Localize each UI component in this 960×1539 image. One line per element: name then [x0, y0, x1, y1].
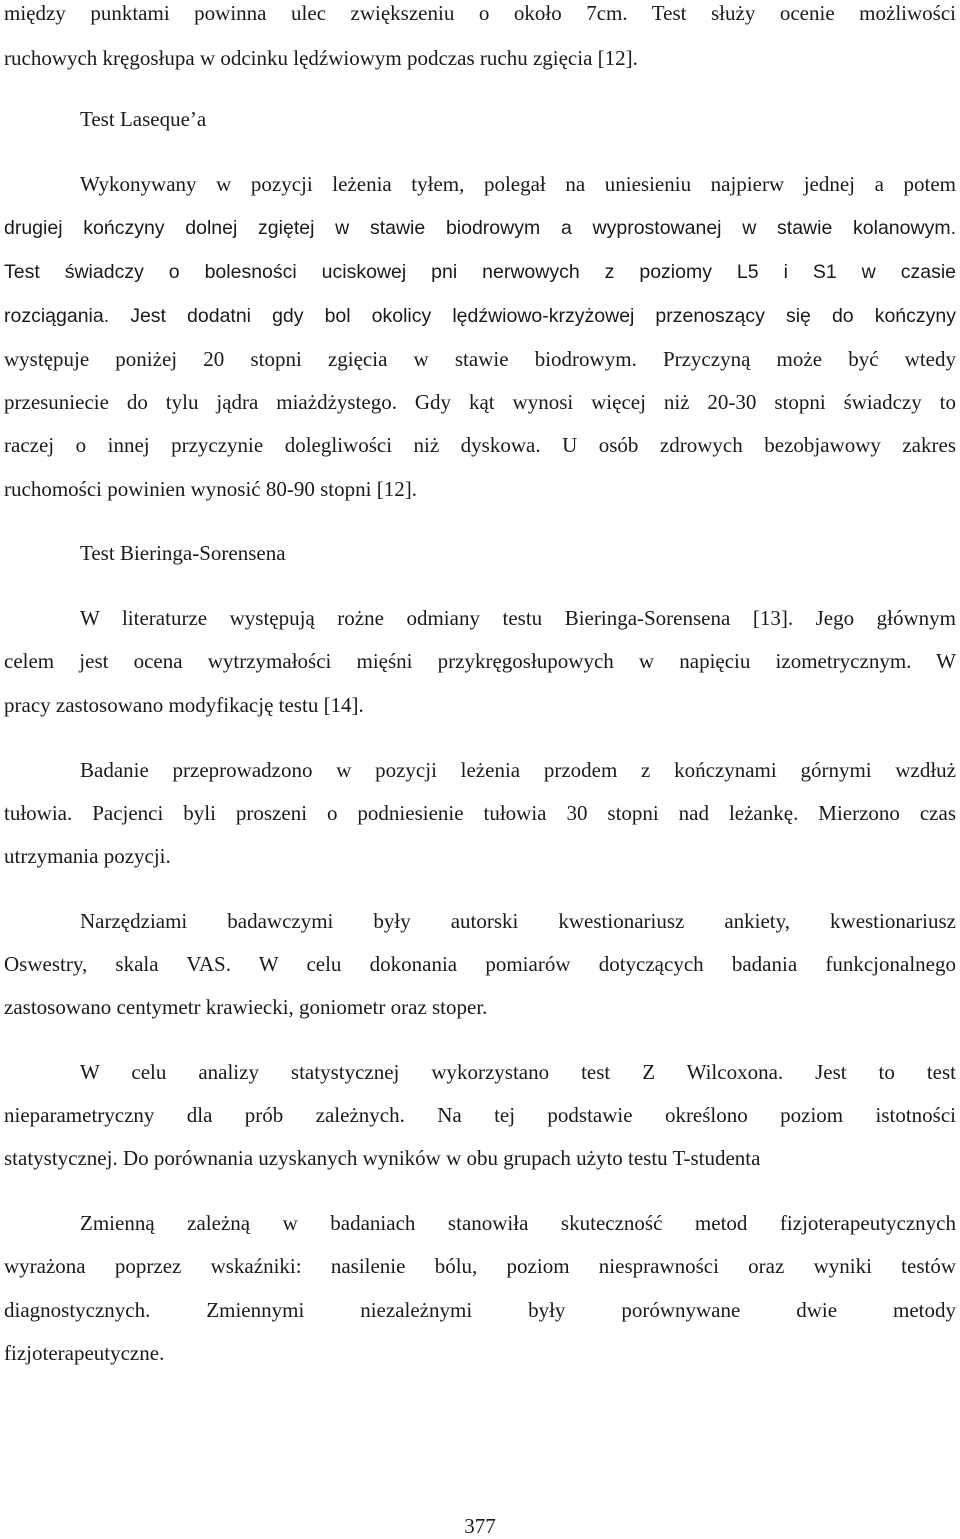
variables-line-2: wyrażona poprzez wskaźniki: nasilenie bólu, poziom niesprawności oraz wyniki testów — [4, 1254, 956, 1278]
biering-p2-line-3: utrzymania pozycji. — [4, 844, 171, 868]
intro-line-1: między punktami powinna ulec zwiększeniu o około 7cm. Test służy ocenie możliwości — [4, 1, 956, 25]
biering-p2-line-2: tułowia. Pacjenci byli proszeni o podniesienie tułowia 30 stopni nad leżankę. Mierzono czas — [4, 801, 956, 825]
stats-line-1: W celu analizy statystycznej wykorzystano test Z Wilcoxona. Jest to test — [80, 1060, 956, 1084]
laseque-line-6: przesuniecie do tylu jądra miażdżystego. Gdy kąt wynosi więcej niż 20-30 stopni świadczy to — [4, 390, 956, 414]
laseque-line-3: Test świadczy o bolesności uciskowej pni nerwowych z poziomy L5 i S1 w czasie — [4, 261, 956, 283]
biering-p1-line-2: celem jest ocena wytrzymałości mięśni przykręgosłupowych w napięciu izometrycznym. W — [4, 649, 956, 673]
page-number: 377 — [464, 1514, 496, 1538]
biering-p1-line-3: pracy zastosowano modyfikację testu [14]. — [4, 693, 364, 717]
stats-line-3: statystycznej. Do porównania uzyskanych wyników w obu grupach użyto testu T-studenta — [4, 1146, 761, 1170]
variables-line-4: fizjoterapeutyczne. — [4, 1341, 165, 1365]
laseque-line-7: raczej o innej przyczynie dolegliwości niż dyskowa. U osób zdrowych bezobjawowy zakres — [4, 433, 956, 457]
tools-line-1: Narzędziami badawczymi były autorski kwestionariusz ankiety, kwestionariusz — [80, 909, 956, 933]
tools-line-3: zastosowano centymetr krawiecki, goniometr oraz stoper. — [4, 995, 488, 1019]
variables-line-1: Zmienną zależną w badaniach stanowiła skuteczność metod fizjoterapeutycznych — [80, 1211, 956, 1235]
laseque-heading: Test Laseque’a — [80, 107, 207, 131]
laseque-line-2: drugiej kończyny dolnej zgiętej w stawie biodrowym a wyprostowanej w stawie kolanowym. — [4, 217, 956, 239]
stats-line-2: nieparametryczny dla prób zależnych. Na tej podstawie określono poziom istotności — [4, 1103, 956, 1127]
biering-heading: Test Bieringa-Sorensena — [80, 541, 286, 565]
intro-line-2: ruchowych kręgosłupa w odcinku lędźwiowym podczas ruchu zgięcia [12]. — [4, 46, 638, 70]
biering-p1-line-1: W literaturze występują rożne odmiany testu Bieringa-Sorensena [13]. Jego głównym — [80, 606, 956, 630]
biering-p2-line-1: Badanie przeprowadzono w pozycji leżenia przodem z kończynami górnymi wzdłuż — [80, 758, 956, 782]
tools-line-2: Oswestry, skala VAS. W celu dokonania pomiarów dotyczących badania funkcjonalnego — [4, 952, 956, 976]
laseque-line-1: Wykonywany w pozycji leżenia tyłem, polegał na uniesieniu najpierw jednej a potem — [80, 172, 956, 196]
laseque-line-5: występuje poniżej 20 stopni zgięcia w stawie biodrowym. Przyczyną może być wtedy — [4, 347, 956, 371]
laseque-line-4: rozciągania. Jest dodatni gdy bol okolicy lędźwiowo-krzyżowej przenoszący się do kończyny — [4, 305, 956, 327]
variables-line-3: diagnostycznych. Zmiennymi niezależnymi były porównywane dwie metody — [4, 1298, 956, 1322]
laseque-line-8: ruchomości powinien wynosić 80-90 stopni [12]. — [4, 477, 417, 501]
